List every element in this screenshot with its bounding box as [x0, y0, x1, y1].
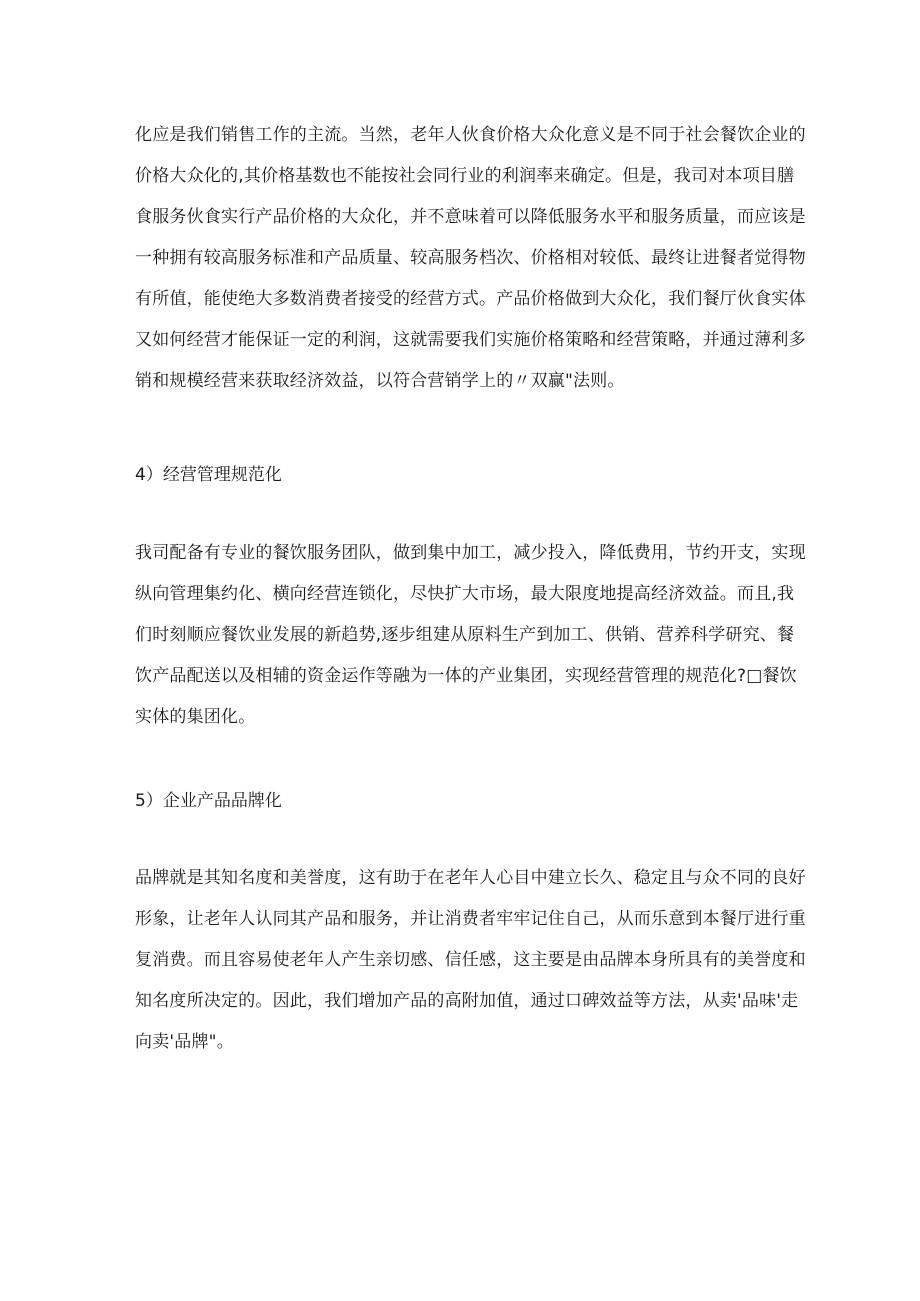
paragraph-management-standardization [135, 533, 806, 738]
text-line: 价格大众化的,其价格基数也不能按社会同行业的利润率来确定。但是，我司对本项目膳 [135, 166, 795, 186]
text-line: 饮产品配送以及相辅的资金运作等融为一体的产业集团，实现经营管理的规范化?□餐饮 [135, 666, 797, 686]
text-line: 化应是我们销售工作的主流。当然，老年人伙食价格大众化意义是不同于社会餐饮企业的 [135, 125, 806, 145]
text-line: 一种拥有较高服务标准和产品质量、较高服务档次、价格相对较低、最终让进餐者觉得物 [135, 248, 806, 268]
text-line: 知名度所决定的。因此，我们增加产品的高附加值，通过口碑效益等方法，从卖'品味'走 [135, 991, 799, 1011]
paragraph-product-branding [135, 858, 806, 1063]
text-line: 复消费。而且容易使老年人产生亲切感、信任感，这主要是由品牌本身所具有的美誉度和 [135, 950, 806, 970]
text-line: 食服务伙食实行产品价格的大众化，并不意味着可以降低服务水平和服务质量，而应该是 [135, 207, 806, 227]
text-line: 我司配备有专业的餐饮服务团队，做到集中加工，减少投入，降低费用，节约开支，实现 [135, 543, 806, 563]
section-heading-product-branding: 5）企业产品品牌化 [135, 791, 282, 811]
text-line: 品牌就是其知名度和美誉度，这有助于在老年人心目中建立长久、稳定且与众不同的良好 [135, 868, 806, 888]
paragraph-price-popularization [135, 115, 806, 402]
text-line: 们时刻顺应餐饮业发展的新趋势,逐步组建从原料生产到加工、供销、营养科学研究、餐 [135, 625, 795, 645]
text-line: 销和规模经营来获取经济效益，以符合营销学上的〃双赢"法则。 [135, 371, 625, 391]
text-line: 有所值，能使绝大多数消费者接受的经营方式。产品价格做到大众化，我们餐厅伙食实体 [135, 289, 806, 309]
section-heading-management-standardization: 4）经营管理规范化 [135, 465, 282, 485]
text-line: 又如何经营才能保证一定的利润，这就需要我们实施价格策略和经营策略，并通过薄利多 [135, 330, 806, 350]
text-line: 形象，让老年人认同其产品和服务，并让消费者牢牢记住自己，从而乐意到本餐厅进行重 [135, 909, 806, 929]
text-line: 向卖'品牌"。 [135, 1032, 234, 1052]
text-line: 纵向管理集约化、横向经营连锁化，尽快扩大市场，最大限度地提高经济效益。而且,我 [135, 584, 795, 604]
text-line: 实体的集团化。 [135, 707, 256, 727]
